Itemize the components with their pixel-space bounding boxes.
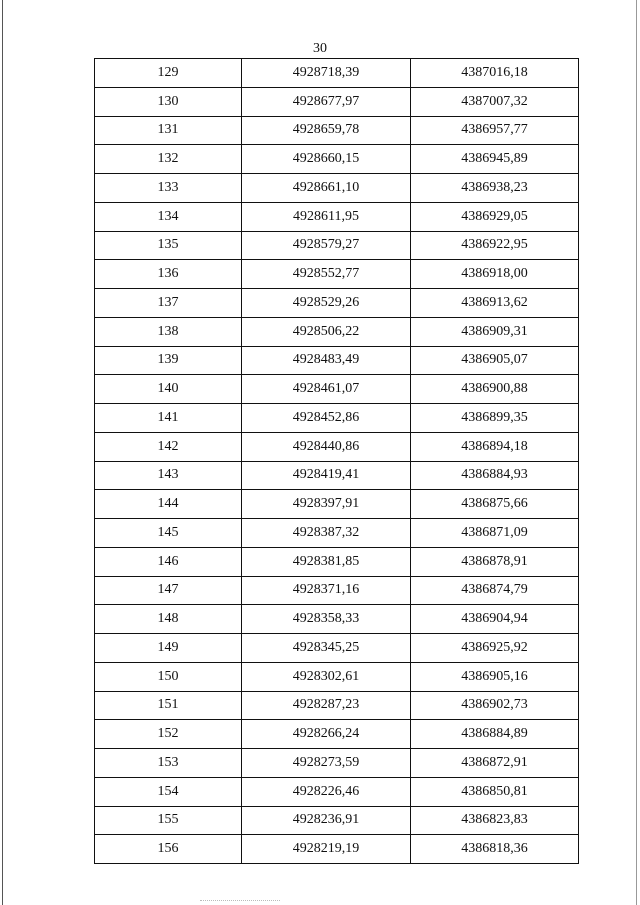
- table-row: [95, 605, 579, 634]
- x-coordinate-cell: 4928506,22: [242, 317, 411, 346]
- point-number-cell: 154: [95, 777, 242, 806]
- x-coordinate-cell: 4928236,91: [242, 806, 411, 835]
- x-coordinate-cell: 4928579,27: [242, 231, 411, 260]
- y-coordinate-cell: 4386850,81: [411, 777, 579, 806]
- x-coordinate-cell: 4928452,86: [242, 404, 411, 433]
- y-coordinate-cell: 4386884,89: [411, 720, 579, 749]
- x-coordinate-cell: 4928611,95: [242, 202, 411, 231]
- x-coordinate-cell: 4928397,91: [242, 490, 411, 519]
- x-coordinate-cell: 4928483,49: [242, 346, 411, 375]
- coordinates-table: [94, 58, 579, 864]
- page-number: 30: [313, 41, 327, 56]
- table-row: [95, 87, 579, 116]
- y-coordinate-cell: 4386918,00: [411, 260, 579, 289]
- point-number-cell: 153: [95, 749, 242, 778]
- table-row: [95, 432, 579, 461]
- table-row: [95, 404, 579, 433]
- table-row: [95, 806, 579, 835]
- table-row: [95, 777, 579, 806]
- table-row: [95, 576, 579, 605]
- x-coordinate-cell: 4928529,26: [242, 289, 411, 318]
- table-row: [95, 59, 579, 88]
- point-number-cell: 152: [95, 720, 242, 749]
- table-row: [95, 202, 579, 231]
- point-number-cell: 145: [95, 519, 242, 548]
- x-coordinate-cell: 4928226,46: [242, 777, 411, 806]
- table-row: [95, 835, 579, 864]
- point-number-cell: 143: [95, 461, 242, 490]
- point-number-cell: 141: [95, 404, 242, 433]
- table-row: [95, 691, 579, 720]
- table-row: [95, 519, 579, 548]
- y-coordinate-cell: 4386899,35: [411, 404, 579, 433]
- y-coordinate-cell: 4386905,07: [411, 346, 579, 375]
- point-number-cell: 136: [95, 260, 242, 289]
- y-coordinate-cell: 4386875,66: [411, 490, 579, 519]
- x-coordinate-cell: 4928302,61: [242, 662, 411, 691]
- x-coordinate-cell: 4928387,32: [242, 519, 411, 548]
- x-coordinate-cell: 4928552,77: [242, 260, 411, 289]
- y-coordinate-cell: 4386871,09: [411, 519, 579, 548]
- x-coordinate-cell: 4928461,07: [242, 375, 411, 404]
- x-coordinate-cell: 4928659,78: [242, 116, 411, 145]
- y-coordinate-cell: 4386945,89: [411, 145, 579, 174]
- point-number-cell: 139: [95, 346, 242, 375]
- x-coordinate-cell: 4928419,41: [242, 461, 411, 490]
- table-row: [95, 634, 579, 663]
- table-row: [95, 145, 579, 174]
- coordinates-table-body: [95, 59, 579, 864]
- table-row: [95, 289, 579, 318]
- x-coordinate-cell: 4928677,97: [242, 87, 411, 116]
- table-row: [95, 231, 579, 260]
- x-coordinate-cell: 4928219,19: [242, 835, 411, 864]
- y-coordinate-cell: 4386938,23: [411, 174, 579, 203]
- x-coordinate-cell: 4928718,39: [242, 59, 411, 88]
- point-number-cell: 132: [95, 145, 242, 174]
- y-coordinate-cell: 4386818,36: [411, 835, 579, 864]
- point-number-cell: 142: [95, 432, 242, 461]
- y-coordinate-cell: 4386909,31: [411, 317, 579, 346]
- x-coordinate-cell: 4928287,23: [242, 691, 411, 720]
- point-number-cell: 134: [95, 202, 242, 231]
- x-coordinate-cell: 4928266,24: [242, 720, 411, 749]
- point-number-cell: 135: [95, 231, 242, 260]
- page-edge-right: [636, 0, 637, 905]
- y-coordinate-cell: 4386874,79: [411, 576, 579, 605]
- point-number-cell: 155: [95, 806, 242, 835]
- table-row: [95, 260, 579, 289]
- table-row: [95, 346, 579, 375]
- point-number-cell: 133: [95, 174, 242, 203]
- x-coordinate-cell: 4928273,59: [242, 749, 411, 778]
- page-edge-left: [2, 0, 3, 905]
- point-number-cell: 150: [95, 662, 242, 691]
- point-number-cell: 147: [95, 576, 242, 605]
- table-row: [95, 317, 579, 346]
- point-number-cell: 148: [95, 605, 242, 634]
- x-coordinate-cell: 4928358,33: [242, 605, 411, 634]
- point-number-cell: 138: [95, 317, 242, 346]
- x-coordinate-cell: 4928661,10: [242, 174, 411, 203]
- table-row: [95, 547, 579, 576]
- point-number-cell: 131: [95, 116, 242, 145]
- table-row: [95, 749, 579, 778]
- table-row: [95, 461, 579, 490]
- x-coordinate-cell: 4928381,85: [242, 547, 411, 576]
- point-number-cell: 130: [95, 87, 242, 116]
- x-coordinate-cell: 4928345,25: [242, 634, 411, 663]
- x-coordinate-cell: 4928371,16: [242, 576, 411, 605]
- y-coordinate-cell: 4386913,62: [411, 289, 579, 318]
- y-coordinate-cell: 4386878,91: [411, 547, 579, 576]
- y-coordinate-cell: 4387016,18: [411, 59, 579, 88]
- y-coordinate-cell: 4386823,83: [411, 806, 579, 835]
- y-coordinate-cell: 4386894,18: [411, 432, 579, 461]
- y-coordinate-cell: 4386905,16: [411, 662, 579, 691]
- y-coordinate-cell: 4386904,94: [411, 605, 579, 634]
- point-number-cell: 151: [95, 691, 242, 720]
- point-number-cell: 144: [95, 490, 242, 519]
- table-row: [95, 375, 579, 404]
- table-row: [95, 174, 579, 203]
- table-row: [95, 720, 579, 749]
- y-coordinate-cell: 4386902,73: [411, 691, 579, 720]
- table-row: [95, 490, 579, 519]
- y-coordinate-cell: 4386884,93: [411, 461, 579, 490]
- point-number-cell: 149: [95, 634, 242, 663]
- y-coordinate-cell: 4386929,05: [411, 202, 579, 231]
- y-coordinate-cell: 4386957,77: [411, 116, 579, 145]
- y-coordinate-cell: 4387007,32: [411, 87, 579, 116]
- table-row: [95, 662, 579, 691]
- scan-artifact: [200, 900, 280, 902]
- point-number-cell: 146: [95, 547, 242, 576]
- point-number-cell: 156: [95, 835, 242, 864]
- x-coordinate-cell: 4928660,15: [242, 145, 411, 174]
- point-number-cell: 129: [95, 59, 242, 88]
- point-number-cell: 137: [95, 289, 242, 318]
- table-row: [95, 116, 579, 145]
- x-coordinate-cell: 4928440,86: [242, 432, 411, 461]
- point-number-cell: 140: [95, 375, 242, 404]
- y-coordinate-cell: 4386900,88: [411, 375, 579, 404]
- y-coordinate-cell: 4386922,95: [411, 231, 579, 260]
- y-coordinate-cell: 4386925,92: [411, 634, 579, 663]
- y-coordinate-cell: 4386872,91: [411, 749, 579, 778]
